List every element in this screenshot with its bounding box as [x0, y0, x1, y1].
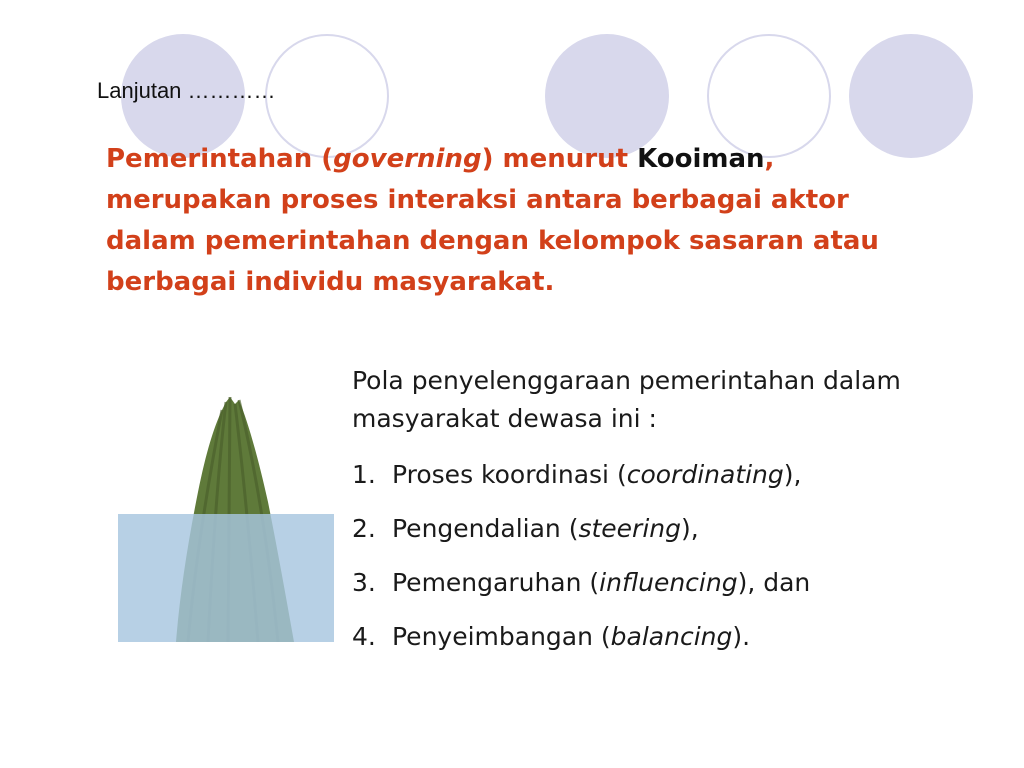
- list-text: ),: [783, 460, 802, 489]
- water-surface: [118, 514, 334, 642]
- heading-text: ) menurut: [481, 144, 638, 174]
- list-text: Pemengaruhan (: [392, 568, 600, 597]
- heading-text: merupakan proses interaksi antara berbagai aktor dalam pemerintahan dengan kelompok sasaran atau berbagai individu masyarakat.: [106, 185, 879, 297]
- list-item: [352, 617, 810, 671]
- list-text: Penyeimbangan (: [392, 622, 611, 651]
- list-text: ), dan: [737, 568, 811, 597]
- heading-text: ,: [764, 144, 775, 174]
- heading-term-governing: governing: [333, 144, 482, 174]
- iceberg-illustration: [118, 392, 334, 642]
- intro-text: Pola penyelenggaraan pemerintahan dalam masyarakat dewasa ini :: [352, 366, 901, 433]
- heading-text: Pemerintahan (: [106, 144, 334, 174]
- list-number: 4.: [352, 622, 376, 651]
- list-number: 2.: [352, 514, 376, 543]
- list-term: steering: [578, 514, 681, 543]
- list-term: coordinating: [626, 460, 784, 489]
- list-text: ),: [680, 514, 699, 543]
- list-number: 3.: [352, 568, 376, 597]
- list-item: [352, 455, 810, 509]
- heading-author-name: Kooiman: [637, 144, 765, 174]
- list-item: [352, 563, 810, 617]
- list-term: influencing: [599, 568, 738, 597]
- slide-subtitle: Lanjutan …………: [97, 78, 276, 103]
- pattern-list: [352, 455, 810, 671]
- list-text: Pengendalian (: [392, 514, 579, 543]
- list-number: 1.: [352, 460, 376, 489]
- list-text: ).: [732, 622, 751, 651]
- list-item: [352, 509, 810, 563]
- list-text: Proses koordinasi (: [392, 460, 627, 489]
- list-term: balancing: [610, 622, 733, 651]
- slide-heading: [106, 139, 926, 303]
